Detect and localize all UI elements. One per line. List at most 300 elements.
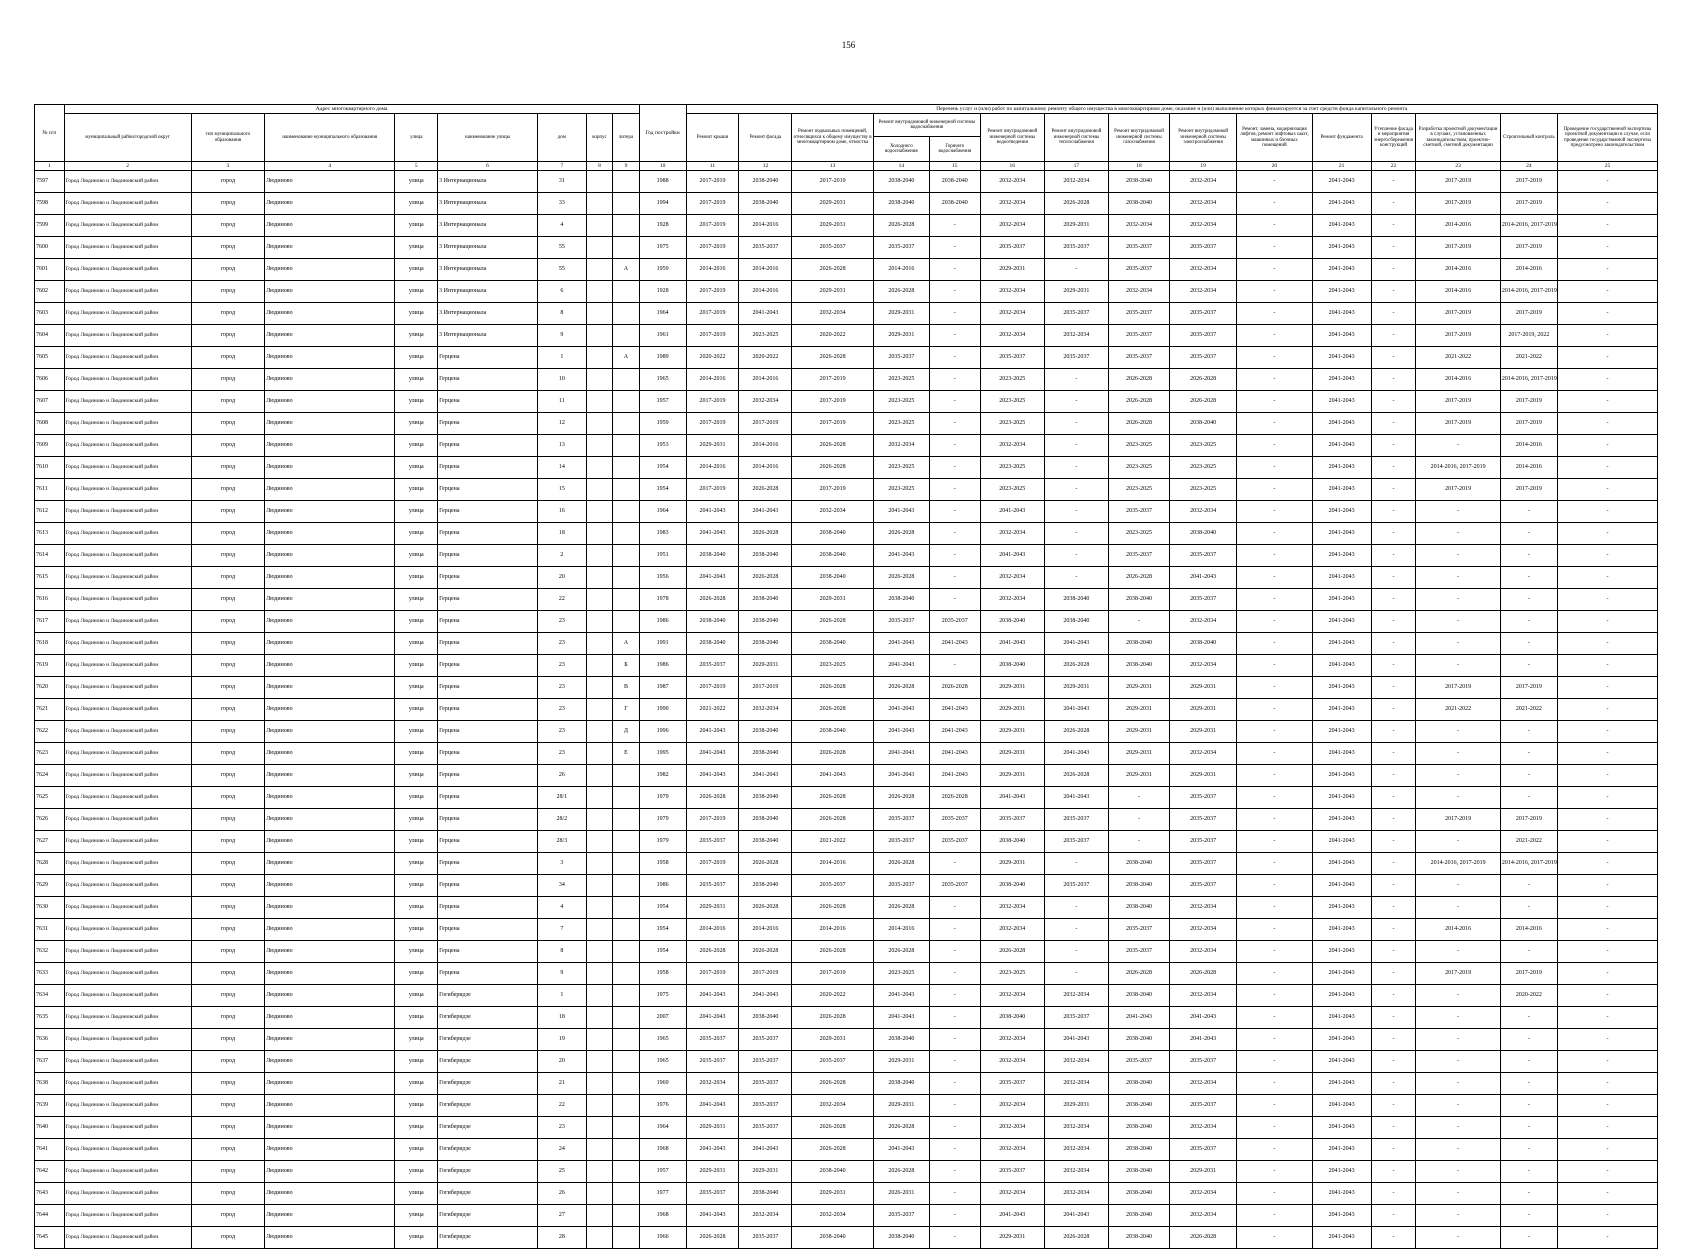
sewerage-cell: 2023-2025 bbox=[980, 391, 1044, 413]
elevator-cell: - bbox=[1237, 435, 1312, 457]
construction-control-cell: 2021-2022 bbox=[1500, 699, 1557, 721]
year-built-cell: 1986 bbox=[639, 611, 686, 633]
elevator-cell: - bbox=[1237, 1183, 1312, 1205]
table-row bbox=[35, 347, 1658, 369]
facade-repair-cell: 2035-2037 bbox=[739, 237, 792, 259]
header-works-group: Перечень услуг и (или) работ по капитальному ремонту общего имущества в многоквартирном доме, оказание и (или) выполнение которых финансируется за счет средств фонда капитального ремонта bbox=[686, 105, 1657, 114]
district-cell: Город Людиново и Людиновский район bbox=[64, 545, 191, 567]
electric-cell: 2029-2031 bbox=[1170, 721, 1237, 743]
roof-repair-cell: 2017-2019 bbox=[686, 303, 739, 325]
foundation-cell: 2041-2043 bbox=[1312, 875, 1371, 897]
letter-cell bbox=[613, 523, 639, 545]
table-row bbox=[35, 501, 1658, 523]
municipality-name-cell: Людиново bbox=[265, 721, 395, 743]
sewerage-cell: 2038-2040 bbox=[980, 1007, 1044, 1029]
hot-water-cell: - bbox=[929, 567, 980, 589]
basement-repair-cell: 2026-2028 bbox=[792, 787, 873, 809]
foundation-cell: 2041-2043 bbox=[1312, 787, 1371, 809]
state-expertise-cell: - bbox=[1557, 171, 1657, 193]
street-name-cell: Гогиберидзе bbox=[438, 1161, 538, 1183]
street-name-cell: Герцена bbox=[438, 391, 538, 413]
sewerage-cell: 2032-2034 bbox=[980, 897, 1044, 919]
basement-repair-cell: 2038-2040 bbox=[792, 523, 873, 545]
cold-water-cell: 2041-2043 bbox=[873, 721, 929, 743]
construction-control-cell: - bbox=[1500, 875, 1557, 897]
foundation-cell: 2041-2043 bbox=[1312, 853, 1371, 875]
electric-cell: 2032-2034 bbox=[1170, 655, 1237, 677]
elevator-cell: - bbox=[1237, 721, 1312, 743]
foundation-cell: 2041-2043 bbox=[1312, 1139, 1371, 1161]
header-row-2 bbox=[35, 114, 1658, 137]
facade-repair-cell: 2035-2037 bbox=[739, 1227, 792, 1249]
header-col-15: Горячего водоснабжения bbox=[929, 137, 980, 162]
district-cell: Город Людиново и Людиновский район bbox=[64, 281, 191, 303]
elevator-cell: - bbox=[1237, 611, 1312, 633]
hot-water-cell: - bbox=[929, 391, 980, 413]
state-expertise-cell: - bbox=[1557, 1095, 1657, 1117]
hot-water-cell: - bbox=[929, 435, 980, 457]
header-col-6: наименование улицы bbox=[438, 114, 538, 162]
street-type-cell: улица bbox=[395, 567, 438, 589]
insulation-cell: - bbox=[1371, 369, 1416, 391]
street-name-cell: 3 Интернационала bbox=[438, 303, 538, 325]
elevator-cell: - bbox=[1237, 831, 1312, 853]
basement-repair-cell: 2032-2034 bbox=[792, 1205, 873, 1227]
elevator-cell: - bbox=[1237, 875, 1312, 897]
construction-control-cell: 2014-2016, 2017-2019 bbox=[1500, 281, 1557, 303]
facade-repair-cell: 2014-2016 bbox=[739, 457, 792, 479]
row-index-cell: 7609 bbox=[35, 435, 65, 457]
letter-cell: А bbox=[613, 347, 639, 369]
row-index-cell: 7644 bbox=[35, 1205, 65, 1227]
municipality-type-cell: город bbox=[191, 1161, 264, 1183]
sewerage-cell: 2032-2034 bbox=[980, 435, 1044, 457]
building-cell bbox=[586, 1183, 612, 1205]
year-built-cell: 1979 bbox=[639, 787, 686, 809]
design-docs-cell: 2017-2019 bbox=[1416, 325, 1501, 347]
hot-water-cell: - bbox=[929, 1139, 980, 1161]
municipality-name-cell: Людиново bbox=[265, 699, 395, 721]
insulation-cell: - bbox=[1371, 457, 1416, 479]
building-cell bbox=[586, 919, 612, 941]
elevator-cell: - bbox=[1237, 765, 1312, 787]
row-index-cell: 7626 bbox=[35, 809, 65, 831]
street-type-cell: улица bbox=[395, 985, 438, 1007]
insulation-cell: - bbox=[1371, 567, 1416, 589]
house-number-cell: 1 bbox=[537, 985, 586, 1007]
foundation-cell: 2041-2043 bbox=[1312, 633, 1371, 655]
building-cell bbox=[586, 721, 612, 743]
cold-water-cell: 2026-2028 bbox=[873, 853, 929, 875]
foundation-cell: 2041-2043 bbox=[1312, 743, 1371, 765]
district-cell: Город Людиново и Людиновский район bbox=[64, 1227, 191, 1249]
facade-repair-cell: 2017-2019 bbox=[739, 677, 792, 699]
basement-repair-cell: 2020-2022 bbox=[792, 325, 873, 347]
table-row bbox=[35, 171, 1658, 193]
street-type-cell: улица bbox=[395, 237, 438, 259]
state-expertise-cell: - bbox=[1557, 567, 1657, 589]
sewerage-cell: 2035-2037 bbox=[980, 809, 1044, 831]
heating-cell: 2029-2031 bbox=[1044, 677, 1108, 699]
gas-cell: 2038-2040 bbox=[1108, 1183, 1169, 1205]
district-cell: Город Людиново и Людиновский район bbox=[64, 215, 191, 237]
electric-cell: 2032-2034 bbox=[1170, 941, 1237, 963]
roof-repair-cell: 2035-2037 bbox=[686, 655, 739, 677]
basement-repair-cell: 2029-2031 bbox=[792, 281, 873, 303]
header-address-group: Адрес многоквартирного дома bbox=[64, 105, 639, 114]
state-expertise-cell: - bbox=[1557, 259, 1657, 281]
street-type-cell: улица bbox=[395, 1051, 438, 1073]
gas-cell: 2038-2040 bbox=[1108, 589, 1169, 611]
table-row bbox=[35, 369, 1658, 391]
state-expertise-cell: - bbox=[1557, 391, 1657, 413]
building-cell bbox=[586, 369, 612, 391]
year-built-cell: 1986 bbox=[639, 655, 686, 677]
state-expertise-cell: - bbox=[1557, 479, 1657, 501]
table-row bbox=[35, 875, 1658, 897]
design-docs-cell: - bbox=[1416, 897, 1501, 919]
letter-cell: Д bbox=[613, 721, 639, 743]
street-type-cell: улица bbox=[395, 347, 438, 369]
street-name-cell: Герцена bbox=[438, 941, 538, 963]
sewerage-cell: 2029-2031 bbox=[980, 765, 1044, 787]
year-built-cell: 1965 bbox=[639, 1051, 686, 1073]
roof-repair-cell: 2029-2031 bbox=[686, 1117, 739, 1139]
construction-control-cell: 2021-2022 bbox=[1500, 831, 1557, 853]
gas-cell: - bbox=[1108, 831, 1169, 853]
header-col-14: Холодного водоснабжения bbox=[873, 137, 929, 162]
construction-control-cell: 2014-2016 bbox=[1500, 919, 1557, 941]
electric-cell: 2041-2043 bbox=[1170, 567, 1237, 589]
municipality-type-cell: город bbox=[191, 369, 264, 391]
roof-repair-cell: 2026-2028 bbox=[686, 787, 739, 809]
municipality-type-cell: город bbox=[191, 875, 264, 897]
row-index-cell: 7598 bbox=[35, 193, 65, 215]
facade-repair-cell: 2038-2040 bbox=[739, 743, 792, 765]
facade-repair-cell: 2041-2043 bbox=[739, 985, 792, 1007]
letter-cell bbox=[613, 501, 639, 523]
design-docs-cell: - bbox=[1416, 985, 1501, 1007]
year-built-cell: 1928 bbox=[639, 215, 686, 237]
construction-control-cell: - bbox=[1500, 1183, 1557, 1205]
elevator-cell: - bbox=[1237, 215, 1312, 237]
year-built-cell: 1968 bbox=[639, 1205, 686, 1227]
design-docs-cell: 2017-2019 bbox=[1416, 391, 1501, 413]
house-number-cell: 55 bbox=[537, 259, 586, 281]
insulation-cell: - bbox=[1371, 1161, 1416, 1183]
year-built-cell: 1958 bbox=[639, 853, 686, 875]
insulation-cell: - bbox=[1371, 919, 1416, 941]
heating-cell: 2032-2034 bbox=[1044, 1117, 1108, 1139]
municipality-name-cell: Людиново bbox=[265, 347, 395, 369]
design-docs-cell: - bbox=[1416, 941, 1501, 963]
cold-water-cell: 2038-2040 bbox=[873, 1227, 929, 1249]
row-index-cell: 7621 bbox=[35, 699, 65, 721]
basement-repair-cell: 2029-2031 bbox=[792, 215, 873, 237]
basement-repair-cell: 2017-2019 bbox=[792, 171, 873, 193]
heating-cell: 2032-2034 bbox=[1044, 1051, 1108, 1073]
foundation-cell: 2041-2043 bbox=[1312, 831, 1371, 853]
year-built-cell: 1975 bbox=[639, 985, 686, 1007]
street-name-cell: Герцена bbox=[438, 853, 538, 875]
district-cell: Город Людиново и Людиновский район bbox=[64, 171, 191, 193]
letter-cell bbox=[613, 1095, 639, 1117]
row-index-cell: 7614 bbox=[35, 545, 65, 567]
sewerage-cell: 2029-2031 bbox=[980, 259, 1044, 281]
table-row bbox=[35, 743, 1658, 765]
roof-repair-cell: 2029-2031 bbox=[686, 897, 739, 919]
electric-cell: 2035-2037 bbox=[1170, 875, 1237, 897]
electric-cell: 2032-2034 bbox=[1170, 259, 1237, 281]
cold-water-cell: 2041-2043 bbox=[873, 655, 929, 677]
state-expertise-cell: - bbox=[1557, 523, 1657, 545]
building-cell bbox=[586, 281, 612, 303]
gas-cell: 2023-2025 bbox=[1108, 457, 1169, 479]
foundation-cell: 2041-2043 bbox=[1312, 215, 1371, 237]
column-number: 3 bbox=[191, 162, 264, 171]
design-docs-cell: - bbox=[1416, 743, 1501, 765]
municipality-type-cell: город bbox=[191, 303, 264, 325]
street-type-cell: улица bbox=[395, 699, 438, 721]
letter-cell bbox=[613, 1227, 639, 1249]
facade-repair-cell: 2038-2040 bbox=[739, 1007, 792, 1029]
sewerage-cell: 2032-2034 bbox=[980, 1029, 1044, 1051]
gas-cell: 2038-2040 bbox=[1108, 1117, 1169, 1139]
letter-cell bbox=[613, 1205, 639, 1227]
insulation-cell: - bbox=[1371, 1073, 1416, 1095]
house-number-cell: 25 bbox=[537, 1161, 586, 1183]
basement-repair-cell: 2026-2028 bbox=[792, 1007, 873, 1029]
street-name-cell: 3 Интернационала bbox=[438, 281, 538, 303]
hot-water-cell: - bbox=[929, 1205, 980, 1227]
roof-repair-cell: 2041-2043 bbox=[686, 523, 739, 545]
row-index-cell: 7623 bbox=[35, 743, 65, 765]
foundation-cell: 2041-2043 bbox=[1312, 941, 1371, 963]
facade-repair-cell: 2014-2016 bbox=[739, 259, 792, 281]
state-expertise-cell: - bbox=[1557, 765, 1657, 787]
street-name-cell: Гогиберидзе bbox=[438, 1139, 538, 1161]
elevator-cell: - bbox=[1237, 1117, 1312, 1139]
letter-cell bbox=[613, 413, 639, 435]
construction-control-cell: - bbox=[1500, 743, 1557, 765]
facade-repair-cell: 2038-2040 bbox=[739, 875, 792, 897]
electric-cell: 2035-2037 bbox=[1170, 809, 1237, 831]
street-name-cell: Герцена bbox=[438, 677, 538, 699]
house-number-cell: 27 bbox=[537, 1205, 586, 1227]
design-docs-cell: 2014-2016 bbox=[1416, 215, 1501, 237]
column-number: 10 bbox=[639, 162, 686, 171]
column-number: 6 bbox=[438, 162, 538, 171]
construction-control-cell: 2014-2016, 2017-2019 bbox=[1500, 215, 1557, 237]
municipality-name-cell: Людиново bbox=[265, 259, 395, 281]
table-row bbox=[35, 765, 1658, 787]
heating-cell: 2026-2028 bbox=[1044, 765, 1108, 787]
row-index-cell: 7627 bbox=[35, 831, 65, 853]
row-index-cell: 7635 bbox=[35, 1007, 65, 1029]
facade-repair-cell: 2017-2019 bbox=[739, 413, 792, 435]
hot-water-cell: 2041-2043 bbox=[929, 633, 980, 655]
column-number: 4 bbox=[265, 162, 395, 171]
state-expertise-cell: - bbox=[1557, 875, 1657, 897]
sewerage-cell: 2023-2025 bbox=[980, 457, 1044, 479]
basement-repair-cell: 2038-2040 bbox=[792, 633, 873, 655]
header-col-19: Ремонт внутридомовой инженерной системы электроснабжения bbox=[1170, 114, 1237, 162]
letter-cell bbox=[613, 1117, 639, 1139]
row-index-cell: 7636 bbox=[35, 1029, 65, 1051]
heating-cell: 2041-2043 bbox=[1044, 743, 1108, 765]
construction-control-cell: - bbox=[1500, 501, 1557, 523]
table-row bbox=[35, 303, 1658, 325]
house-number-cell: 19 bbox=[537, 1029, 586, 1051]
hot-water-cell: - bbox=[929, 919, 980, 941]
elevator-cell: - bbox=[1237, 523, 1312, 545]
elevator-cell: - bbox=[1237, 897, 1312, 919]
row-index-cell: 7597 bbox=[35, 171, 65, 193]
building-cell bbox=[586, 831, 612, 853]
cold-water-cell: 2029-2031 bbox=[873, 1051, 929, 1073]
basement-repair-cell: 2021-2022 bbox=[792, 831, 873, 853]
state-expertise-cell: - bbox=[1557, 1117, 1657, 1139]
basement-repair-cell: 2035-2037 bbox=[792, 237, 873, 259]
facade-repair-cell: 2014-2016 bbox=[739, 215, 792, 237]
municipality-type-cell: город bbox=[191, 1095, 264, 1117]
year-built-cell: 1990 bbox=[639, 699, 686, 721]
year-built-cell: 1954 bbox=[639, 457, 686, 479]
facade-repair-cell: 2035-2037 bbox=[739, 1117, 792, 1139]
insulation-cell: - bbox=[1371, 435, 1416, 457]
foundation-cell: 2041-2043 bbox=[1312, 325, 1371, 347]
elevator-cell: - bbox=[1237, 853, 1312, 875]
roof-repair-cell: 2017-2019 bbox=[686, 809, 739, 831]
state-expertise-cell: - bbox=[1557, 919, 1657, 941]
state-expertise-cell: - bbox=[1557, 545, 1657, 567]
district-cell: Город Людиново и Людиновский район bbox=[64, 303, 191, 325]
construction-control-cell: - bbox=[1500, 1051, 1557, 1073]
basement-repair-cell: 2038-2040 bbox=[792, 1227, 873, 1249]
street-type-cell: улица bbox=[395, 435, 438, 457]
cold-water-cell: 2023-2025 bbox=[873, 413, 929, 435]
municipality-type-cell: город bbox=[191, 765, 264, 787]
elevator-cell: - bbox=[1237, 545, 1312, 567]
foundation-cell: 2041-2043 bbox=[1312, 1073, 1371, 1095]
year-built-cell: 1954 bbox=[639, 941, 686, 963]
hot-water-cell: - bbox=[929, 1051, 980, 1073]
elevator-cell: - bbox=[1237, 281, 1312, 303]
street-type-cell: улица bbox=[395, 413, 438, 435]
street-name-cell: 3 Интернационала bbox=[438, 171, 538, 193]
gas-cell: 2035-2037 bbox=[1108, 941, 1169, 963]
street-type-cell: улица bbox=[395, 787, 438, 809]
street-name-cell: Герцена bbox=[438, 765, 538, 787]
heating-cell: 2032-2034 bbox=[1044, 325, 1108, 347]
facade-repair-cell: 2026-2028 bbox=[739, 897, 792, 919]
roof-repair-cell: 2017-2019 bbox=[686, 281, 739, 303]
municipality-name-cell: Людиново bbox=[265, 567, 395, 589]
hot-water-cell: - bbox=[929, 1117, 980, 1139]
heating-cell: 2032-2034 bbox=[1044, 1183, 1108, 1205]
house-number-cell: 23 bbox=[537, 743, 586, 765]
year-built-cell: 1961 bbox=[639, 325, 686, 347]
house-number-cell: 23 bbox=[537, 655, 586, 677]
house-number-cell: 20 bbox=[537, 567, 586, 589]
municipality-type-cell: город bbox=[191, 457, 264, 479]
insulation-cell: - bbox=[1371, 985, 1416, 1007]
municipality-name-cell: Людиново bbox=[265, 875, 395, 897]
foundation-cell: 2041-2043 bbox=[1312, 281, 1371, 303]
foundation-cell: 2041-2043 bbox=[1312, 611, 1371, 633]
cold-water-cell: 2026-2028 bbox=[873, 897, 929, 919]
year-built-cell: 1975 bbox=[639, 237, 686, 259]
sewerage-cell: 2032-2034 bbox=[980, 193, 1044, 215]
municipality-name-cell: Людиново bbox=[265, 809, 395, 831]
house-number-cell: 15 bbox=[537, 479, 586, 501]
district-cell: Город Людиново и Людиновский район bbox=[64, 699, 191, 721]
year-built-cell: 1928 bbox=[639, 281, 686, 303]
building-cell bbox=[586, 1117, 612, 1139]
roof-repair-cell: 2041-2043 bbox=[686, 501, 739, 523]
row-index-cell: 7618 bbox=[35, 633, 65, 655]
district-cell: Город Людиново и Людиновский район bbox=[64, 589, 191, 611]
year-built-cell: 1956 bbox=[639, 567, 686, 589]
house-number-cell: 20 bbox=[537, 1051, 586, 1073]
basement-repair-cell: 2017-2019 bbox=[792, 369, 873, 391]
building-cell bbox=[586, 677, 612, 699]
insulation-cell: - bbox=[1371, 611, 1416, 633]
district-cell: Город Людиново и Людиновский район bbox=[64, 875, 191, 897]
design-docs-cell: 2017-2019 bbox=[1416, 303, 1501, 325]
roof-repair-cell: 2038-2040 bbox=[686, 545, 739, 567]
sewerage-cell: 2029-2031 bbox=[980, 743, 1044, 765]
heating-cell: 2026-2028 bbox=[1044, 193, 1108, 215]
sewerage-cell: 2032-2034 bbox=[980, 567, 1044, 589]
street-name-cell: Герцена bbox=[438, 875, 538, 897]
basement-repair-cell: 2032-2034 bbox=[792, 501, 873, 523]
table-row bbox=[35, 633, 1658, 655]
table-row bbox=[35, 897, 1658, 919]
street-name-cell: Герцена bbox=[438, 435, 538, 457]
heating-cell: 2026-2028 bbox=[1044, 655, 1108, 677]
house-number-cell: 22 bbox=[537, 589, 586, 611]
municipality-name-cell: Людиново bbox=[265, 413, 395, 435]
municipality-name-cell: Людиново bbox=[265, 1051, 395, 1073]
year-built-cell: 2007 bbox=[639, 1007, 686, 1029]
foundation-cell: 2041-2043 bbox=[1312, 765, 1371, 787]
gas-cell: 2035-2037 bbox=[1108, 325, 1169, 347]
design-docs-cell: - bbox=[1416, 765, 1501, 787]
header-col-23: Разработка проектной документации в случаях, установленных законодательством, проектно-сметной, сметной документации bbox=[1416, 114, 1501, 162]
facade-repair-cell: 2038-2040 bbox=[739, 171, 792, 193]
letter-cell bbox=[613, 435, 639, 457]
gas-cell: 2026-2028 bbox=[1108, 963, 1169, 985]
elevator-cell: - bbox=[1237, 655, 1312, 677]
design-docs-cell: - bbox=[1416, 1183, 1501, 1205]
state-expertise-cell: - bbox=[1557, 633, 1657, 655]
column-number: 13 bbox=[792, 162, 873, 171]
house-number-cell: 55 bbox=[537, 237, 586, 259]
construction-control-cell: 2017-2019 bbox=[1500, 809, 1557, 831]
basement-repair-cell: 2017-2019 bbox=[792, 413, 873, 435]
street-type-cell: улица bbox=[395, 1007, 438, 1029]
street-name-cell: Герцена bbox=[438, 523, 538, 545]
roof-repair-cell: 2017-2019 bbox=[686, 171, 739, 193]
state-expertise-cell: - bbox=[1557, 303, 1657, 325]
heating-cell: 2038-2040 bbox=[1044, 611, 1108, 633]
table-row bbox=[35, 809, 1658, 831]
house-number-cell: 23 bbox=[537, 633, 586, 655]
roof-repair-cell: 2017-2019 bbox=[686, 391, 739, 413]
heating-cell: 2035-2037 bbox=[1044, 347, 1108, 369]
roof-repair-cell: 2026-2028 bbox=[686, 1227, 739, 1249]
